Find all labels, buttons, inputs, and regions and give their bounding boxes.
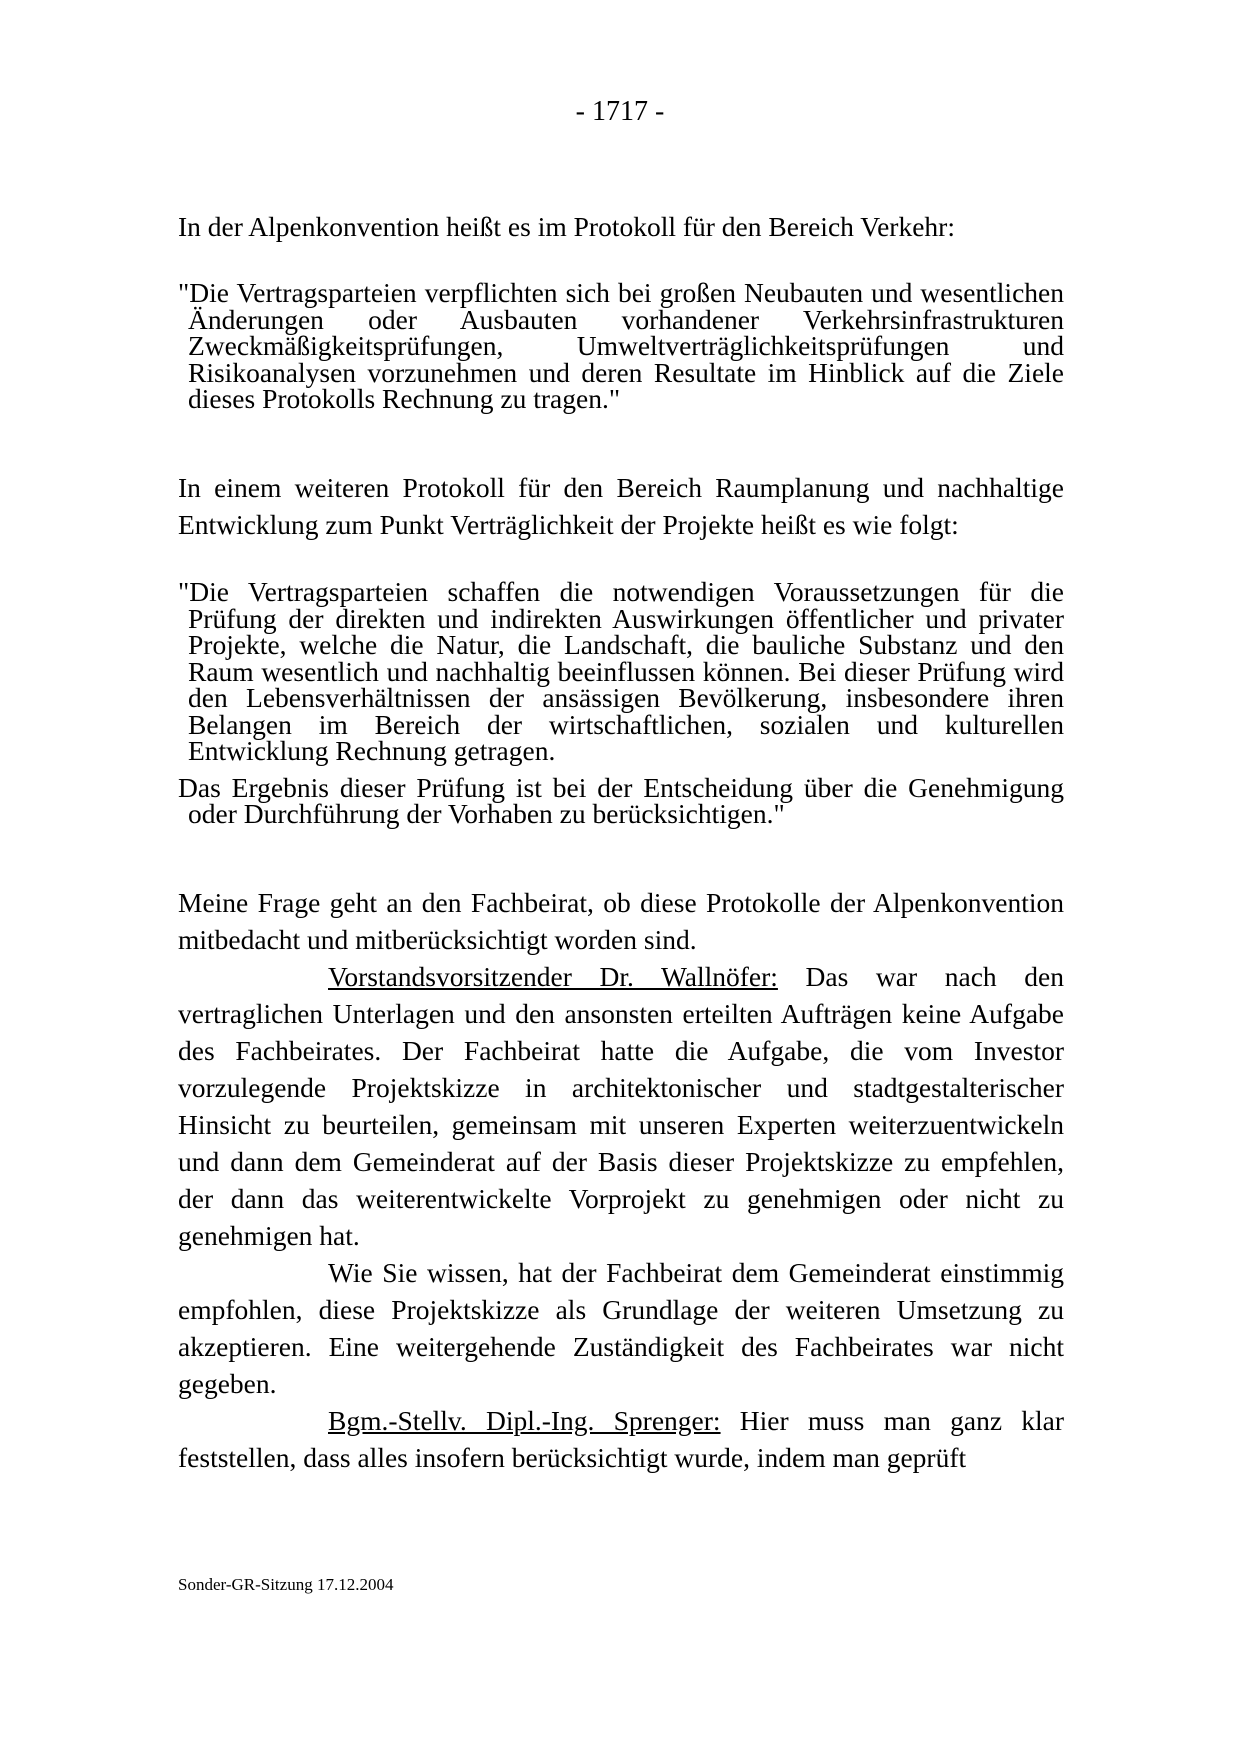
page-number: - 1717 - (575, 96, 665, 127)
footer-session-date: Sonder-GR-Sitzung 17.12.2004 (178, 1575, 394, 1594)
statement-paragraph (178, 1254, 1064, 1402)
statement-text: Das war nach den vertraglichen Unterlagen und den ansonsten erteilten Aufträgen keine Aufgabe des Fachbeirates. Der Fachbeirat hatte die Aufgabe, die vom Investor vorzulegende Projektskizze in architektonischer und stadtgestalterischer Hinsicht zu beurteilen, gemeinsam mit unseren Experten weiterzuentwickeln und dann dem Gemeinderat auf der Basis dieser Projektskizze zu empfehlen, der dann das weiterentwickelte Vorprojekt zu genehmigen oder nicht zu genehmigen hat. (178, 961, 1065, 1251)
discussion-section (178, 884, 1064, 1476)
intro-paragraph-transport: In der Alpenkonvention heißt es im Protokoll für den Bereich Verkehr: (178, 211, 955, 242)
statement-text: Hier muss man ganz klar feststellen, dass alles insofern berücksichtigt wurde, indem man geprüft (178, 1405, 1064, 1473)
quote-spatial-planning-protocol (178, 576, 1064, 829)
statement-paragraph (178, 958, 1064, 1254)
quote-transport-protocol (178, 277, 1064, 414)
intro-paragraph-spatial-planning: In einem weiteren Protokoll für den Bereich Raumplanung und nachhaltige Entwicklung zum Punkt Verträglichkeit der Projekte heißt es wie folgt: (178, 472, 1064, 540)
statement-paragraph (178, 1402, 1064, 1476)
quote-paragraph: "Die Vertragsparteien schaffen die notwendigen Voraussetzungen für die Prüfung der direkten und indirekten Auswirkungen öffentlicher und privater Projekte, welche die Natur, die Landschaft, die bauliche Substanz und den Raum wesentlich und nachhaltig beeinflussen können. Bei dieser Prüfung wird den Lebensverhältnissen der ansässigen Bevölkerung, insbesondere ihren Belangen im Bereich der wirtschaftlichen, sozialen und kulturellen Entwicklung Rechnung getragen. (178, 576, 1064, 766)
statement-text: Wie Sie wissen, hat der Fachbeirat dem Gemeinderat einstimmig empfohlen, diese Projektskizze als Grundlage der weiteren Umsetzung zu akzeptieren. Eine weitergehende Zuständigkeit des Fachbeirates war nicht gegeben. (178, 1257, 1064, 1399)
quote-paragraph: Das Ergebnis dieser Prüfung ist bei der Entscheidung über die Genehmigung oder Durchführung der Vorhaben zu berücksichtigen." (178, 771, 1064, 829)
quote-paragraph: "Die Vertragsparteien verpflichten sich bei großen Neubauten und wesentlichen Änderungen oder Ausbauten vorhandener Verkehrsinfrastrukturen Zweckmäßigkeitsprüfungen, Umweltverträglichkeitsprüfungen und Risikoanalysen vorzunehmen und deren Resultate im Hinblick auf die Ziele dieses Protokolls Rechnung zu tragen." (178, 277, 1064, 414)
speaker-name: Vorstandsvorsitzender Dr. Wallnöfer: (328, 961, 778, 992)
speaker-name: Bgm.-Stellv. Dipl.-Ing. Sprenger: (328, 1405, 721, 1436)
question-paragraph: Meine Frage geht an den Fachbeirat, ob diese Protokolle der Alpenkonvention mitbedacht und mitberücksichtigt worden sind. (178, 887, 1064, 955)
